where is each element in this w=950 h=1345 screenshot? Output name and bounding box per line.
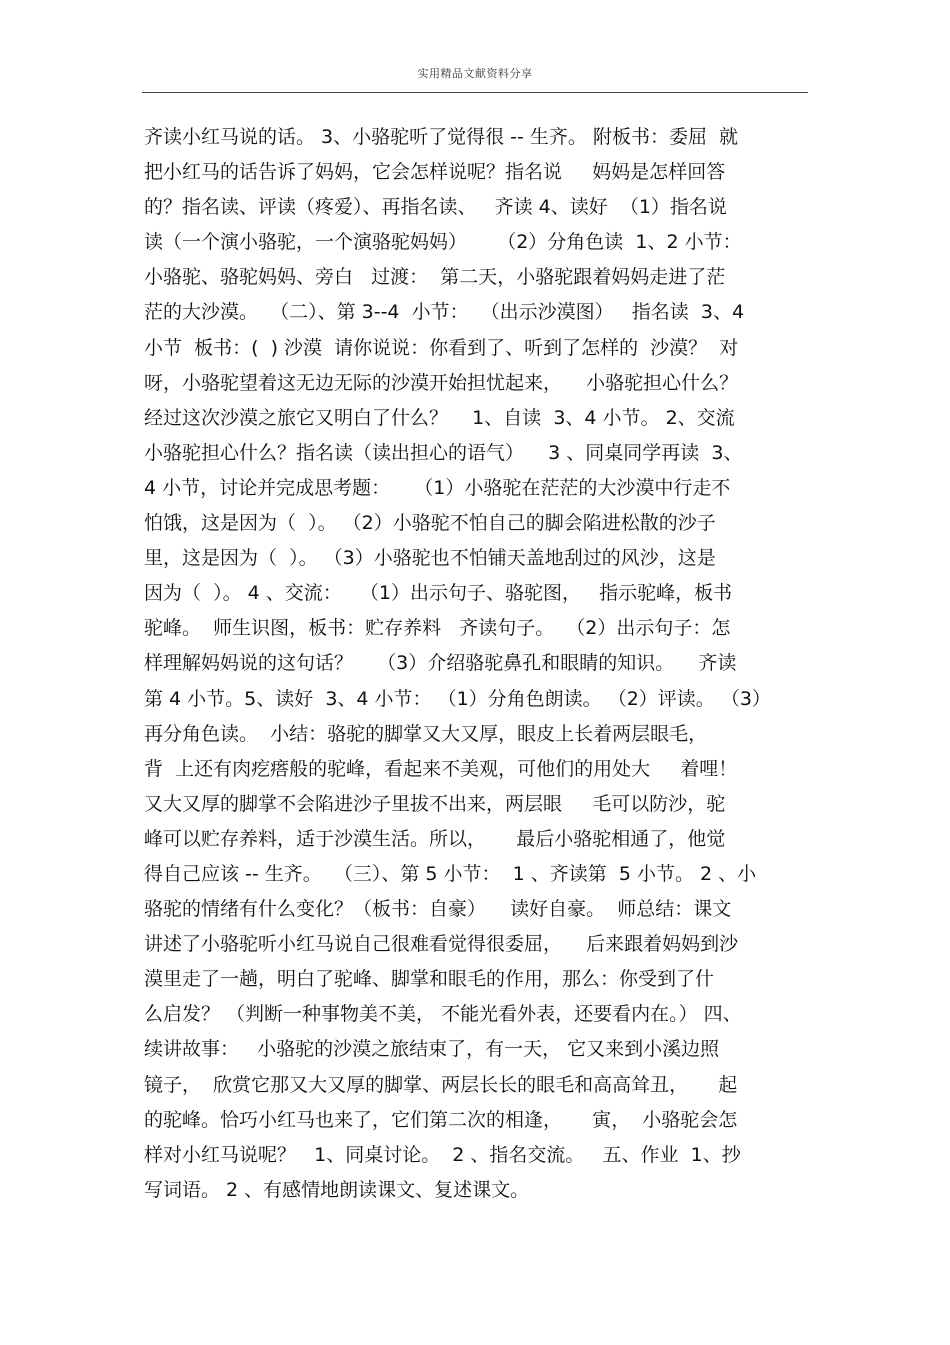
text-line: 因为（ ）。 4 、交流： （1）出示句子、骆驼图， 指示驼峰，板书 [144, 582, 733, 605]
text-line: 第 4 小节。5、读好 3、4 小节： （1）分角色朗读。 （2）评读。 （3） [144, 687, 771, 710]
text-line: 把小红马的话告诉了妈妈，它会怎样说呢？指名说 妈妈是怎样回答 [144, 161, 726, 184]
text-line: 齐读小红马说的话。 3、小骆驼听了觉得很 -- 生齐。 附板书：委屈 就 [144, 126, 739, 148]
text-line: 里，这是因为（ ）。 （3）小骆驼也不怕铺天盖地刮过的风沙，这是 [144, 547, 716, 570]
text-line: 峰可以贮存养料，适于沙漠生活。所以， 最后小骆驼相通了，他觉 [144, 827, 726, 850]
text-line: 讲述了小骆驼听小红马说自己很难看觉得很委屈， 后来跟着妈妈到沙 [144, 933, 739, 956]
text-line: 的驼峰。恰巧小红马也来了，它们第二次的相逢， 寅， 小骆驼会怎 [144, 1108, 738, 1131]
text-line: 骆驼的情绪有什么变化？（板书：自豪） 读好自豪。 师总结：课文 [144, 898, 732, 921]
text-line: 呀，小骆驼望着这无边无际的沙漠开始担忧起来， 小骆驼担心什么？ [144, 371, 739, 394]
header-title: 实用精品文献资料分享 [417, 67, 533, 80]
text-line: 样对小红马说呢？ 1、同桌讨论。 2 、指名交流。 五、作业 1、抄 [144, 1143, 741, 1166]
text-line: 样理解妈妈说的这句话？ （3）介绍骆驼鼻孔和眼睛的知识。 齐读 [144, 652, 737, 675]
text-line: 背 上还有肉疙瘩般的驼峰，看起来不美观，可他们的用处大 着哩！ [144, 757, 738, 780]
text-line: 又大又厚的脚掌不会陷进沙子里拔不出来，两层眼 毛可以防沙，驼 [144, 792, 726, 815]
text-line: 续讲故事： 小骆驼的沙漠之旅结束了，有一天， 它又来到小溪边照 [144, 1038, 720, 1061]
text-line: 么启发？ （判断一种事物美不美， 不能光看外表，还要看内在。） 四、 [144, 1003, 742, 1026]
text-line: 得自己应该 -- 生齐。 （三）、第 5 小节： 1 、齐读第 5 小节。 2 、小 [144, 862, 757, 885]
text-line: 茫的大沙漠。 （二）、第 3--4 小节： （出示沙漠图） 指名读 3、4 [144, 301, 745, 324]
page-header [142, 62, 808, 93]
document-body [144, 120, 814, 1208]
text-line: 小节 板书：( ) 沙漠 请你说说：你看到了、听到了怎样的 沙漠？ 对 [144, 336, 739, 359]
text-line: 驼峰。 师生识图，板书：贮存养料 齐读句子。 （2）出示句子：怎 [144, 617, 731, 640]
text-line: 怕饿，这是因为（ ）。 （2）小骆驼不怕自己的脚会陷进松散的沙子 [144, 512, 716, 535]
text-line: 漠里走了一趟，明白了驼峰、脚掌和眼毛的作用，那么：你受到了什 [144, 968, 715, 991]
text-line: 经过这次沙漠之旅它又明白了什么？ 1、自读 3、4 小节。 2、交流 [144, 406, 735, 429]
text-line: 写词语。 2 、有感情地朗读课文、复述课文。 [144, 1178, 530, 1201]
text-line: 再分角色读。 小结：骆驼的脚掌又大又厚，眼皮上长着两层眼毛， [144, 722, 708, 745]
text-line: 的？指名读、评读（疼爱）、再指名读、 齐读 4、读好 （1）指名说 [144, 196, 727, 219]
text-line: 读（一个演小骆驼，一个演骆驼妈妈） （2）分角色读 1、2 小节： [144, 231, 742, 254]
text-line: 小骆驼、骆驼妈妈、旁白 过渡： 第二天，小骆驼跟着妈妈走进了茫 [144, 266, 726, 289]
text-line: 镜子， 欣赏它那又大又厚的脚掌、两层长长的眼毛和高高耸丑， 起 [144, 1073, 738, 1096]
text-line: 小骆驼担心什么？指名读（读出担心的语气） 3 、同桌同学再读 3、 [144, 441, 743, 464]
text-line: 4 小节，讨论并完成思考题： （1）小骆驼在茫茫的大沙漠中行走不 [144, 476, 731, 499]
